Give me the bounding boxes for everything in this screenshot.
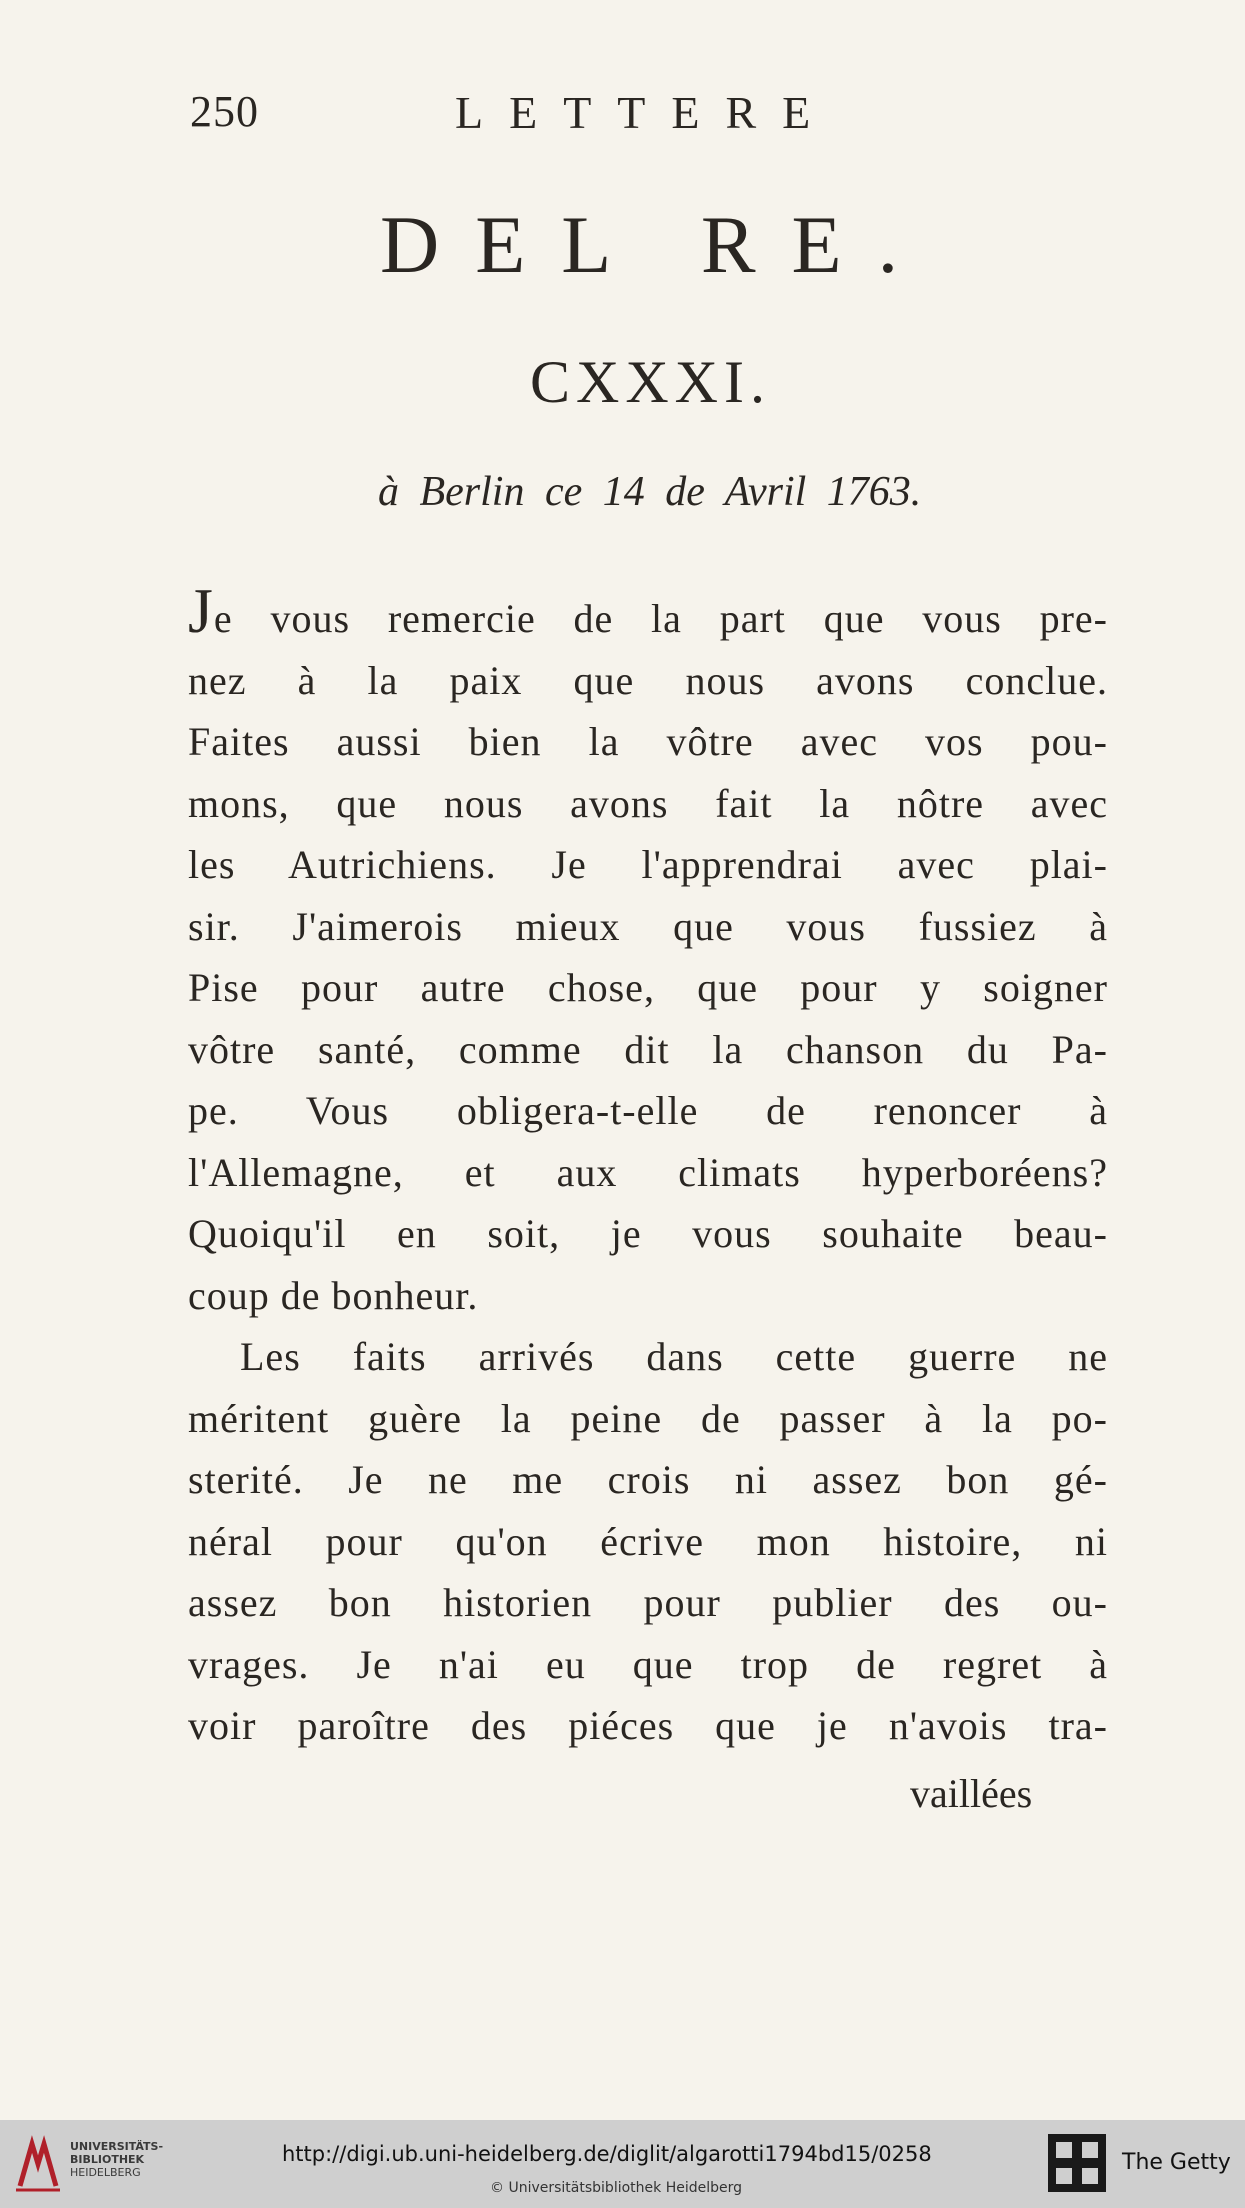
body-line: Je vous remercie de la part que vous pre-: [188, 575, 1108, 646]
body-line: sir. J'aimerois mieux que vous fussiez à: [188, 903, 1108, 949]
body-line: Quoiqu'il en soit, je vous souhaite beau-: [188, 1211, 1108, 1256]
letter-number: CXXXI.: [530, 349, 771, 415]
viewer-footer: [0, 2120, 1245, 2208]
letter-body: [188, 575, 1108, 1757]
body-line: coup de bonheur.: [188, 1272, 479, 1318]
university-library-logo-icon: [12, 2134, 64, 2194]
library-name: UNIVERSITÄTS- BIBLIOTHEK HEIDELBERG: [70, 2140, 164, 2179]
page-number: 250: [190, 87, 259, 136]
body-line: Pise pour autre chose, que pour y soigner: [188, 965, 1108, 1010]
letter-heading: DEL RE.: [380, 199, 935, 290]
body-line: pe. Vous obligera-t-elle de renoncer à: [188, 1088, 1108, 1133]
body-line: vôtre santé, comme dit la chanson du Pa-: [188, 1026, 1108, 1072]
body-line: les Autrichiens. Je l'apprendrai avec plai-: [188, 842, 1108, 887]
body-line: assez bon historien pour publier des ou-: [188, 1580, 1108, 1625]
body-line: l'Allemagne, et aux climats hyperboréens?: [188, 1149, 1108, 1195]
body-line: voir paroître des piéces que je n'avois tra-: [188, 1703, 1108, 1748]
dateline: à Berlin ce 14 de Avril 1763.: [378, 469, 922, 515]
body-line: néral pour qu'on écrive mon histoire, ni: [188, 1518, 1108, 1564]
body-line: sterité. Je ne me crois ni assez bon gé-: [188, 1457, 1108, 1502]
running-head: LETTERE: [455, 87, 837, 138]
getty-label: The Getty: [1122, 2150, 1231, 2175]
body-line: Faites aussi bien la vôtre avec vos pou-: [188, 719, 1108, 764]
copyright-notice: © Universitätsbibliothek Heidelberg: [490, 2180, 743, 2196]
body-line: méritent guère la peine de passer à la po-: [188, 1395, 1108, 1441]
running-header: [190, 86, 1090, 146]
body-line: Les faits arrivés dans cette guerre ne: [240, 1334, 1108, 1379]
getty-logo-icon: [1048, 2134, 1106, 2192]
body-line: nez à la paix que nous avons conclue.: [188, 657, 1108, 703]
document-url-link[interactable]: http://digi.ub.uni-heidelberg.de/diglit/algarotti1794bd15/0258: [282, 2142, 932, 2166]
catchword: vaillées: [910, 1771, 1033, 1816]
body-line: vrages. Je n'ai eu que trop de regret à: [188, 1641, 1108, 1687]
body-line: mons, que nous avons fait la nôtre avec: [188, 780, 1108, 826]
